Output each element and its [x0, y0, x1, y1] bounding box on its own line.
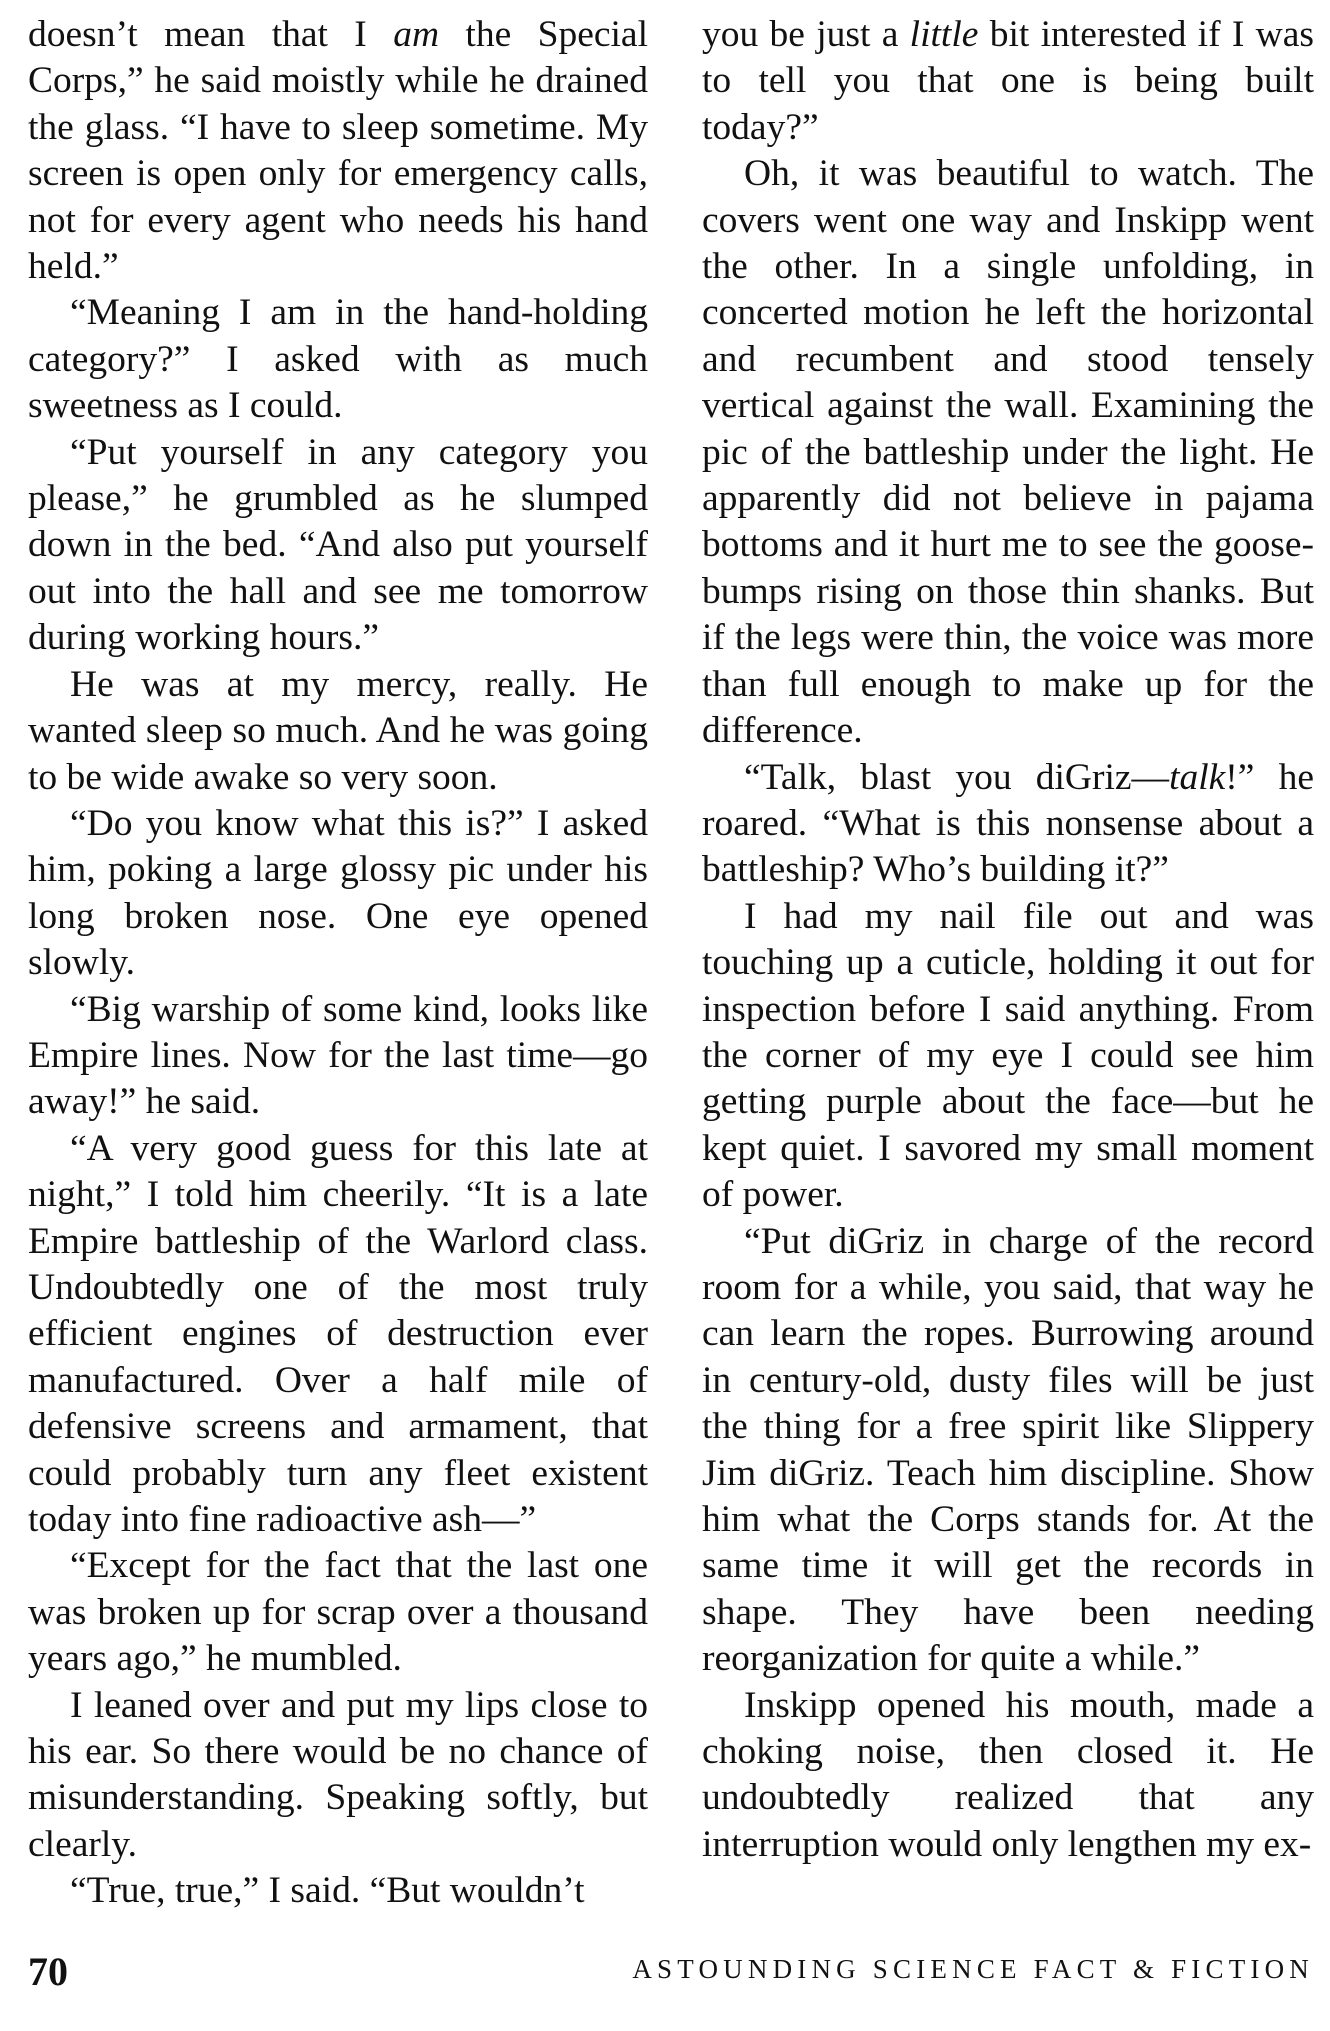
paragraph: “Put diGriz in charge of the record room for a while, you said, that way he can learn the ropes. Burrowing around in century-old, dusty files will be just the thing for a free spirit like Slippery Jim diGriz. Teach him discipline. Show him what the Corps stands for. At the same time it will get the records in shape. They have been needing reorganization for quite a while.” [702, 1220, 1314, 1680]
paragraph: doesn’t mean that I am the Special Corps,” he said moistly while he drained the glass. “I have to sleep sometime. My screen is open only for emergency calls, not for every agent who needs his hand held.” [28, 14, 648, 288]
paragraph: “True, true,” I said. “But wouldn’t [70, 1870, 585, 1912]
paragraph: “Do you know what this is?” I asked him, poking a large glossy pic under his long broken nose. One eye opened slowly. [28, 802, 648, 984]
page-footer [28, 1948, 1314, 1998]
paragraph: “Except for the fact that the last one was broken up for scrap over a thousand years ago,” he mumbled. [28, 1545, 648, 1680]
right-text-column [702, 12, 1314, 1868]
paragraph: “Meaning I am in the hand-holding category?” I asked with as much sweetness as I could. [28, 292, 648, 427]
page-number: 70 [28, 1949, 68, 1994]
paragraph: I had my nail file out and was touching up a cuticle, holding it out for inspection before I said anything. From the corner of my eye I could see him getting purple about the face—but he kept quiet. I savored my small moment of power. [702, 895, 1314, 1216]
paragraph: “Put yourself in any category you please,” he grumbled as he slumped down in the bed. “And also put yourself out into the hall and see me tomorrow during working hours.” [28, 431, 648, 659]
running-title: ASTOUNDING SCIENCE FACT & FICTION [632, 1954, 1314, 1984]
paragraph: “Talk, blast you diGriz—talk!” he roared. “What is this nonsense about a battleship? Who’s building it?” [702, 756, 1315, 891]
paragraph: you be just a little bit interested if I was to tell you that one is being built today?” [702, 14, 1314, 148]
paragraph: I leaned over and put my lips close to his ear. So there would be no chance of misunderstanding. Speaking softly, but clearly. [28, 1684, 648, 1865]
paragraph: Inskipp opened his mouth, made a choking noise, then closed it. He undoubtedly realized that any interruption would only lengthen my ex- [702, 1684, 1314, 1865]
left-text-column [28, 12, 648, 1915]
paragraph: He was at my mercy, really. He wanted sleep so much. And he was going to be wide awake so very soon. [28, 663, 648, 798]
paragraph: “A very good guess for this late at night,” I told him cheerily. “It is a late Empire battleship of the Warlord class. Undoubtedly one of the most truly efficient engines of destruction ever manufactured. Over a half mile of defensive screens and armament, that could probably turn any fleet existent today into fine radioactive ash—” [28, 1127, 648, 1540]
paragraph: “Big warship of some kind, looks like Empire lines. Now for the last time—go away!” he said. [28, 988, 648, 1123]
paragraph: Oh, it was beautiful to watch. The covers went one way and Inskipp went the other. In a single unfolding, in concerted motion he left the horizontal and recumbent and stood tensely vertical against the wall. Examining the pic of the battleship under the light. He apparently did not believe in pajama bottoms and it hurt me to see the goose-bumps rising on those thin shanks. But if the legs were thin, the voice was more than full enough to make up for the difference. [702, 153, 1314, 752]
